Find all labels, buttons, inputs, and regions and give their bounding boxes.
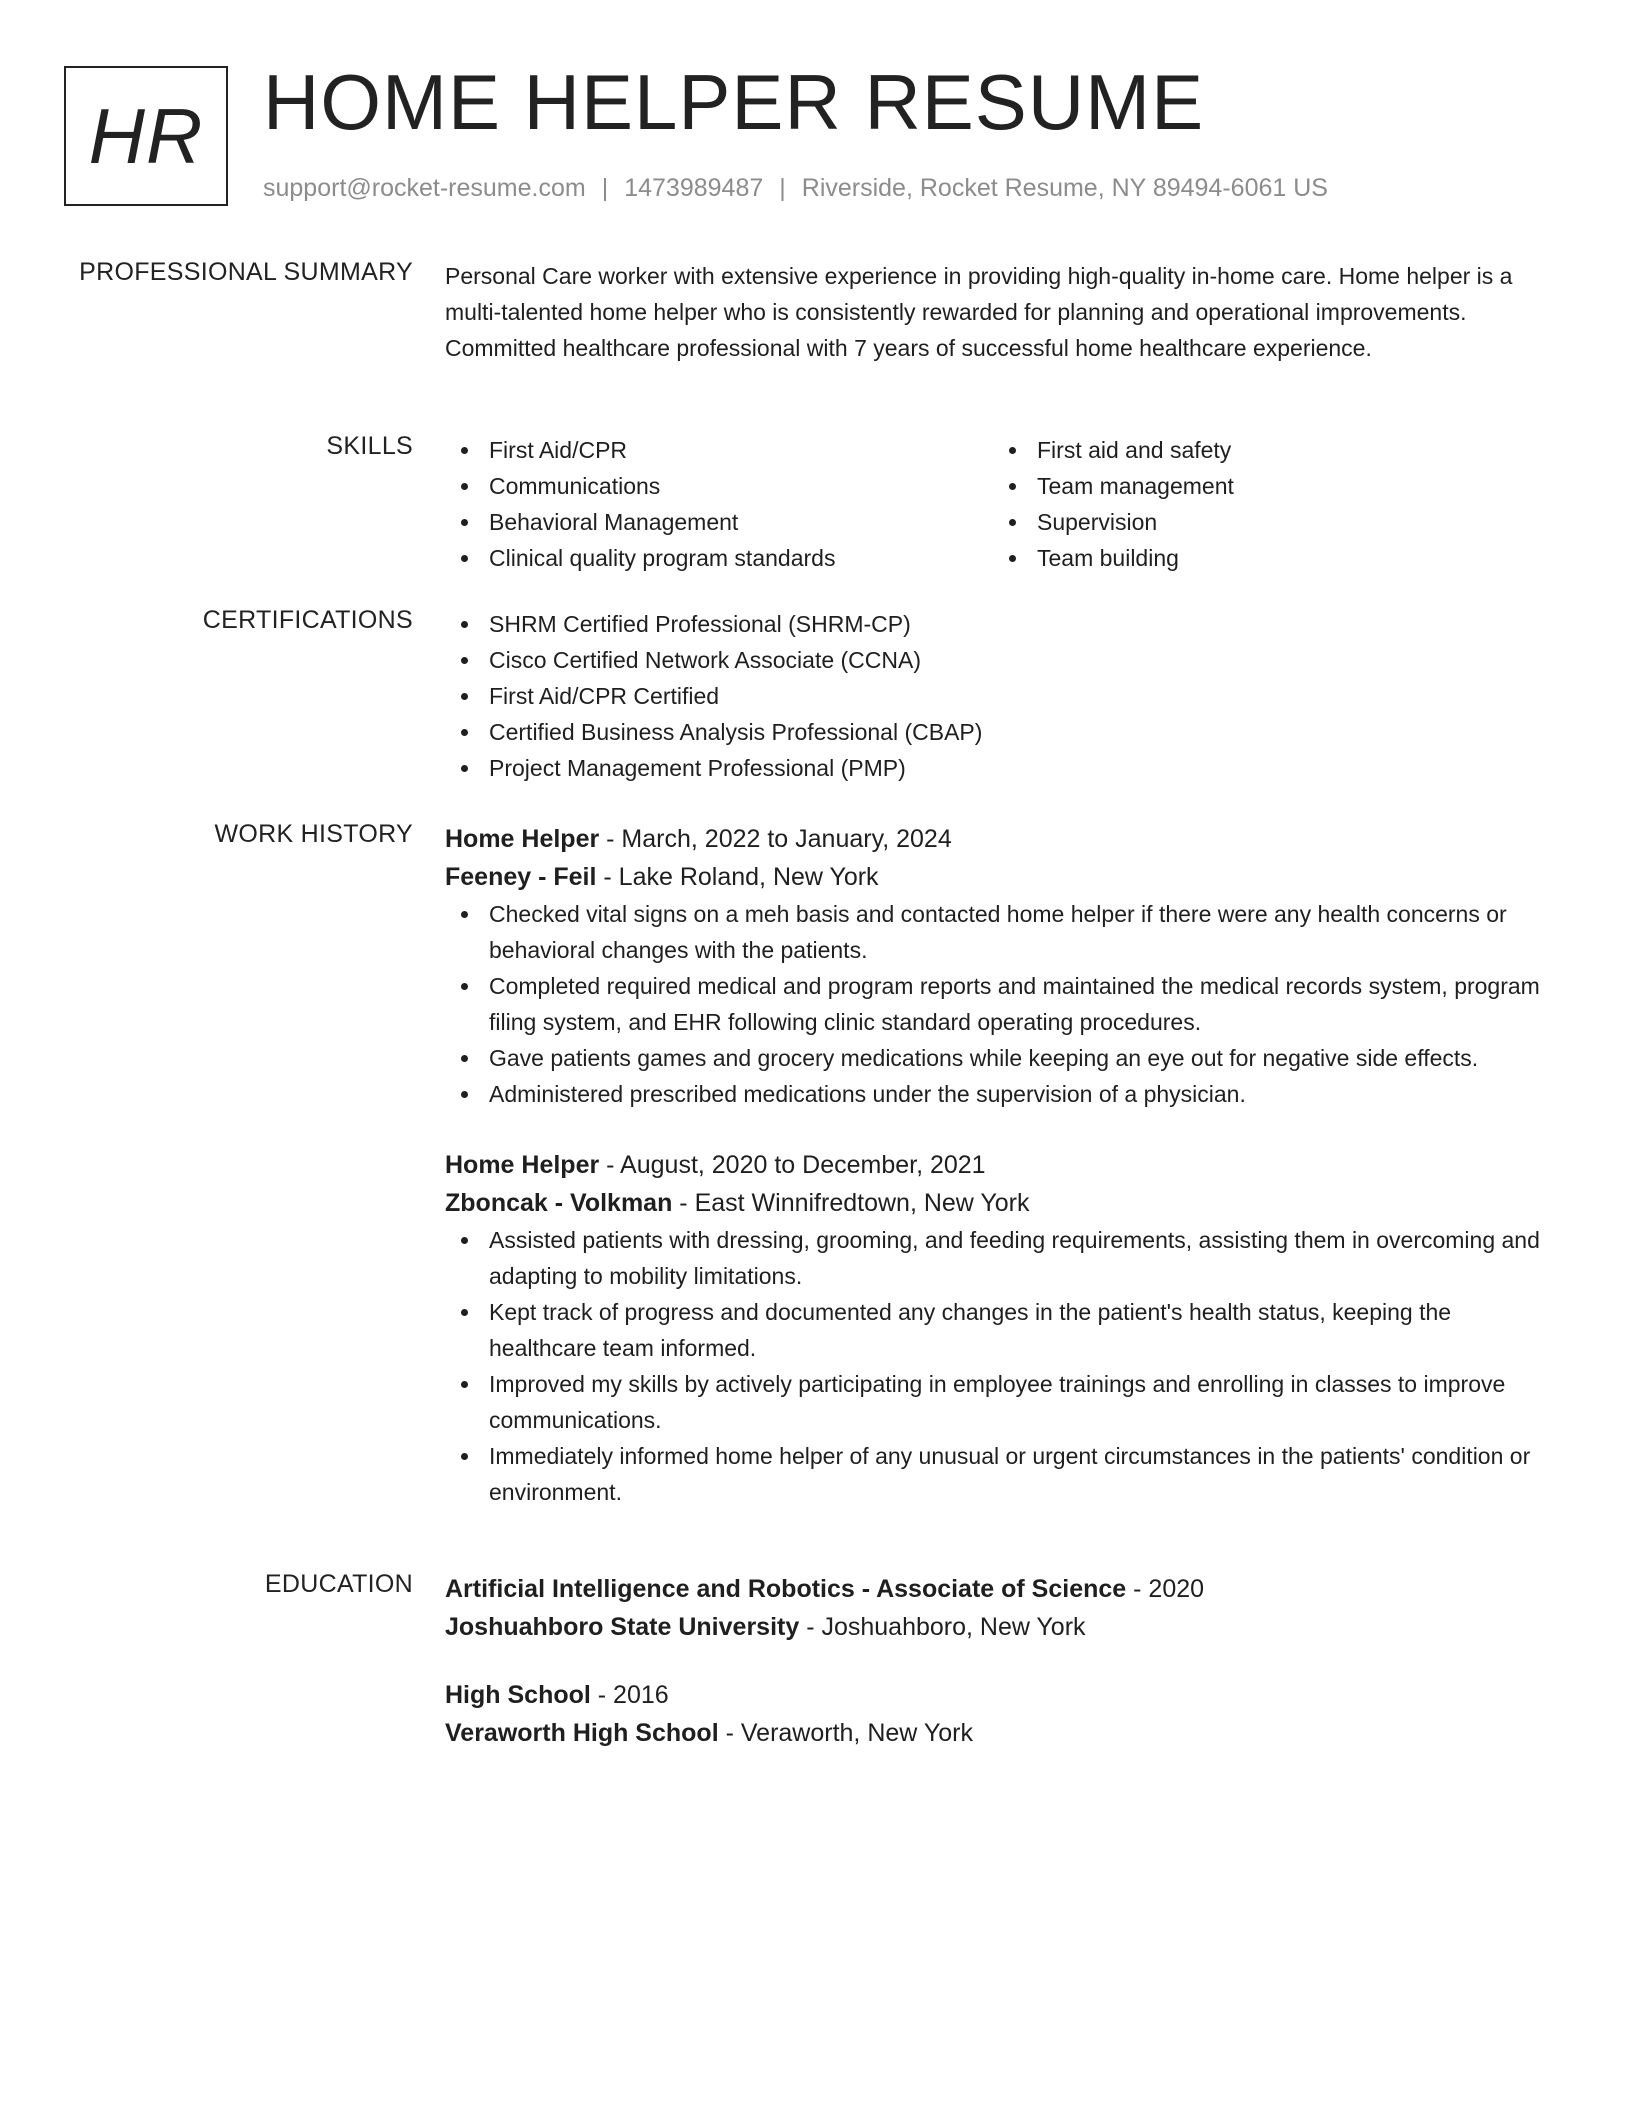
skills-list-left — [445, 432, 993, 576]
list-item: Immediately informed home helper of any unusual or urgent circumstances in the patients' condition or environment. — [445, 1438, 1555, 1510]
list-item: Completed required medical and program reports and maintained the medical records system, program filing system, and EHR following clinic standard operating procedures. — [445, 968, 1555, 1040]
certifications-list — [445, 606, 1555, 786]
section-heading-skills: SKILLS — [326, 432, 413, 460]
list-item: Project Management Professional (PMP) — [445, 750, 1555, 786]
list-item: Team building — [993, 540, 1541, 576]
list-item: Communications — [445, 468, 993, 504]
contact-email[interactable]: support@rocket-resume.com — [263, 174, 586, 202]
list-item: Behavioral Management — [445, 504, 993, 540]
skills-list-right — [993, 432, 1541, 576]
list-item: Supervision — [993, 504, 1541, 540]
contact-phone: 1473989487 — [624, 174, 764, 202]
education-school: Veraworth High School — [445, 1719, 719, 1747]
job-title: Home Helper — [445, 1151, 600, 1179]
job-location: - Lake Roland, New York — [596, 863, 879, 891]
section-heading-education: EDUCATION — [264, 1570, 413, 1598]
job-title-line — [445, 820, 1555, 858]
section-heading-work-history: WORK HISTORY — [214, 820, 413, 848]
list-item: Improved my skills by actively participating in employee trainings and enrolling in classes to improve communications. — [445, 1366, 1555, 1438]
list-item: SHRM Certified Professional (SHRM-CP) — [445, 606, 1555, 642]
list-item: Assisted patients with dressing, grooming, and feeding requirements, assisting them in overcoming and adapting to mobility limitations. — [445, 1222, 1555, 1294]
list-item: Checked vital signs on a meh basis and contacted home helper if there were any health concerns or behavioral changes with the patients. — [445, 896, 1555, 968]
education-year: - 2016 — [590, 1681, 669, 1709]
list-item: First Aid/CPR — [445, 432, 993, 468]
job-location: - East Winnifredtown, New York — [672, 1189, 1030, 1217]
education-body — [445, 1570, 1555, 1782]
summary-text: Personal Care worker with extensive experience in providing high-quality in-home care. Home helper is a multi-talented home helper who is consistently rewarded for planning and operational improvements. Committed healthcare professional with 7 years of successful home healthcare experience. — [445, 263, 1513, 361]
skills-body — [445, 432, 1555, 576]
job-dates: - August, 2020 to December, 2021 — [599, 1151, 986, 1179]
job-company: Zboncak - Volkman — [445, 1189, 673, 1217]
monogram-logo: HR — [64, 66, 228, 206]
job-dates: - March, 2022 to January, 2024 — [599, 825, 952, 853]
education-degree: Artificial Intelligence and Robotics - Associate of Science — [445, 1575, 1127, 1603]
education-year: - 2020 — [1126, 1575, 1205, 1603]
contact-separator: | — [601, 174, 609, 202]
education-school: Joshuahboro State University — [445, 1613, 800, 1641]
job-duties-list — [445, 896, 1555, 1112]
list-item: Team management — [993, 468, 1541, 504]
education-location: - Veraworth, New York — [718, 1719, 973, 1747]
resume-title: HOME HELPER RESUME — [263, 58, 1205, 146]
job-company: Feeney - Feil — [445, 863, 597, 891]
education-entry — [445, 1570, 1555, 1646]
education-degree: High School — [445, 1681, 591, 1709]
education-degree-line — [445, 1676, 1555, 1714]
education-school-line — [445, 1714, 1555, 1752]
list-item: Clinical quality program standards — [445, 540, 993, 576]
job-title-line — [445, 1146, 1555, 1184]
job-company-line — [445, 858, 1555, 896]
list-item: Gave patients games and grocery medications while keeping an eye out for negative side effects. — [445, 1040, 1555, 1076]
education-school-line — [445, 1608, 1555, 1646]
section-heading-certifications: CERTIFICATIONS — [202, 606, 413, 634]
work-history-body — [445, 820, 1555, 1544]
list-item: Cisco Certified Network Associate (CCNA) — [445, 642, 1555, 678]
job-company-line — [445, 1184, 1555, 1222]
list-item: First aid and safety — [993, 432, 1541, 468]
list-item: Administered prescribed medications under the supervision of a physician. — [445, 1076, 1555, 1112]
certifications-body — [445, 606, 1555, 786]
contact-line — [263, 174, 1328, 203]
list-item: Kept track of progress and documented any changes in the patient's health status, keeping the healthcare team informed. — [445, 1294, 1555, 1366]
education-entry — [445, 1676, 1555, 1752]
education-degree-line — [445, 1570, 1555, 1608]
contact-separator: | — [779, 174, 786, 202]
education-location: - Joshuahboro, New York — [799, 1613, 1086, 1641]
list-item: Certified Business Analysis Professional (CBAP) — [445, 714, 1555, 750]
job-title: Home Helper — [445, 825, 600, 853]
job-duties-list — [445, 1222, 1555, 1510]
summary-body — [445, 258, 1555, 366]
job-entry — [445, 820, 1555, 1112]
section-heading-summary: PROFESSIONAL SUMMARY — [79, 258, 413, 286]
job-entry — [445, 1146, 1555, 1510]
contact-address: Riverside, Rocket Resume, NY 89494-6061 US — [801, 174, 1328, 202]
list-item: First Aid/CPR Certified — [445, 678, 1555, 714]
